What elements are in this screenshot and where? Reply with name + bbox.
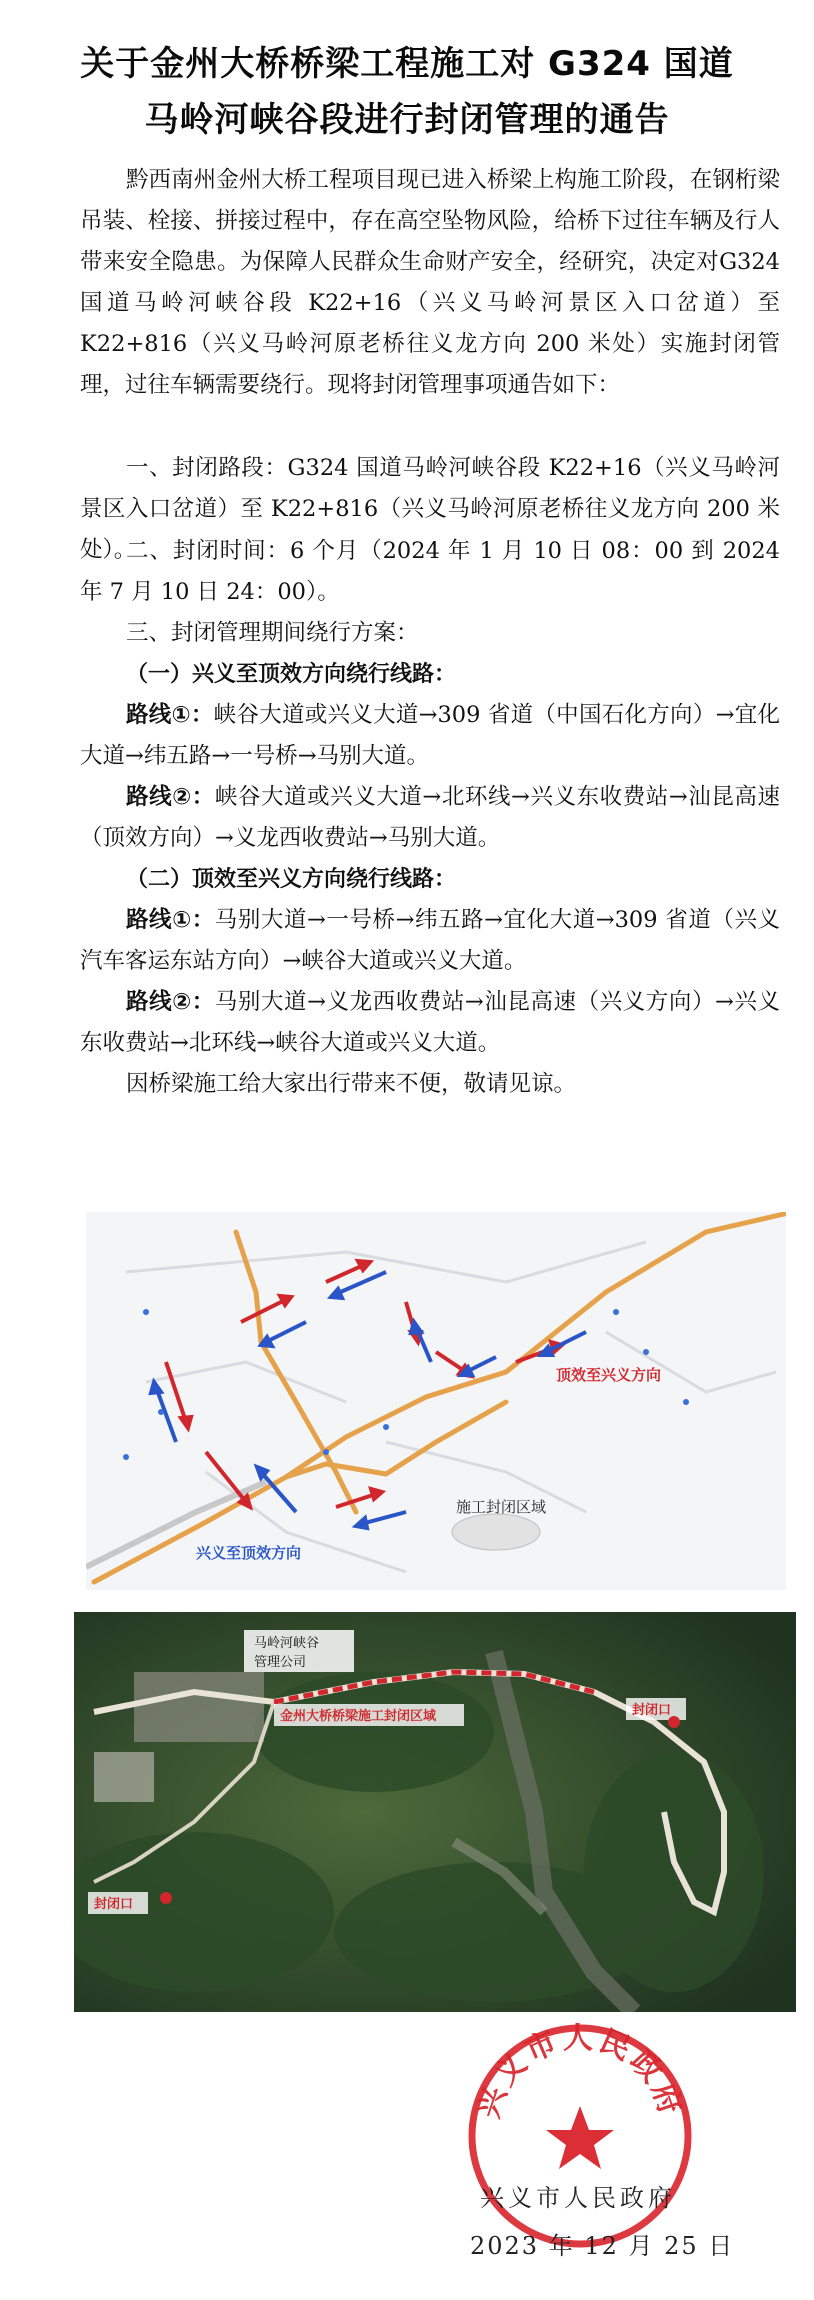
label-closed-area: 施工封闭区域 xyxy=(456,1498,547,1516)
route-text: 马别大道→一号桥→纬五路→宜化大道→309 省道（兴义汽车客运东站方向）→峡谷大道或兴义大道。 xyxy=(80,907,780,974)
label-bridge-closure: 金州大桥桥梁施工封闭区域 xyxy=(280,1709,437,1724)
label-gate-right: 封闭口 xyxy=(632,1703,672,1718)
detour-route-map xyxy=(86,1212,786,1590)
route-2-dingxiao-to-xingyi xyxy=(80,982,780,1064)
route-label: 路线②： xyxy=(126,784,215,810)
label-gate-left: 封闭口 xyxy=(94,1897,134,1912)
seal-text: 兴义市人民政府 xyxy=(471,2021,689,2123)
satellite-closure-map xyxy=(74,1612,796,2012)
intro-paragraph: 黔西南州金州大桥工程项目现已进入桥梁上构施工阶段，在钢桁梁吊装、栓接、拼接过程中，存在高空坠物风险，给桥下过往车辆及行人带来安全隐患。为保障人民群众生命财产安全，经研究，决定对G324 国道马岭河峡谷段 K22+16（兴义马岭河景区入口岔道）至 K22+816（兴义马岭河原老桥往义龙方向 200 米处）实施封闭管理，过往车辆需要绕行。现将封闭管理事项通告如下： xyxy=(80,167,780,398)
route-2-xingyi-to-dingxiao xyxy=(80,777,780,859)
route-label: 路线①： xyxy=(126,702,214,728)
closing-sentence: 因桥梁施工给大家出行带来不便，敬请见谅。 xyxy=(126,1071,577,1097)
label-xingyi-to-dingxiao: 兴义至顶效方向 xyxy=(196,1544,302,1562)
issuer-signature: 兴义市人民政府 xyxy=(480,2184,676,2212)
item-detour-plan: 三、封闭管理期间绕行方案： xyxy=(126,620,419,646)
label-scenic-company: 管理公司 xyxy=(254,1655,307,1670)
issue-date: 2023 年 12 月 25 日 xyxy=(470,2232,735,2260)
route-1-dingxiao-to-xingyi xyxy=(80,900,780,982)
subheading-dingxiao-to-xingyi: （二）顶效至兴义方向绕行线路： xyxy=(126,867,457,892)
route-label: 路线②： xyxy=(126,989,215,1015)
seal-star-icon xyxy=(546,2106,614,2169)
route-text: 峡谷大道或兴义大道→北环线→兴义东收费站→汕昆高速（顶效方向）→义龙西收费站→马别大道。 xyxy=(80,784,780,851)
label-dingxiao-to-xingyi: 顶效至兴义方向 xyxy=(556,1366,662,1384)
route-text: 马别大道→义龙西收费站→汕昆高速（兴义方向）→兴义东收费站→北环线→峡谷大道或兴义大道。 xyxy=(80,989,780,1056)
item-closed-section: 一、封闭路段：G324 国道马岭河峡谷段 K22+16（兴义马岭河景区入口岔道）至 K22+816（兴义马岭河原老桥往义龙方向 200 米处）。 xyxy=(80,455,780,563)
official-seal xyxy=(462,2018,698,2254)
route-label: 路线①： xyxy=(126,907,215,933)
title-line-2: 马岭河峡谷段进行封闭管理的通告 xyxy=(144,100,670,140)
route-text: 峡谷大道或兴义大道→309 省道（中国石化方向）→宜化大道→纬五路→一号桥→马别大道。 xyxy=(80,702,780,769)
item-closed-time: 二、封闭时间：6 个月（2024 年 1 月 10 日 08：00 到 2024 年 7 月 10 日 24：00）。 xyxy=(80,538,780,605)
subheading-xingyi-to-dingxiao: （一）兴义至顶效方向绕行线路： xyxy=(126,662,457,687)
route-1-xingyi-to-dingxiao xyxy=(80,695,780,777)
title-line-1: 关于金州大桥桥梁工程施工对 G324 国道 xyxy=(80,44,734,84)
label-scenic-area: 马岭河峡谷 xyxy=(254,1636,320,1651)
